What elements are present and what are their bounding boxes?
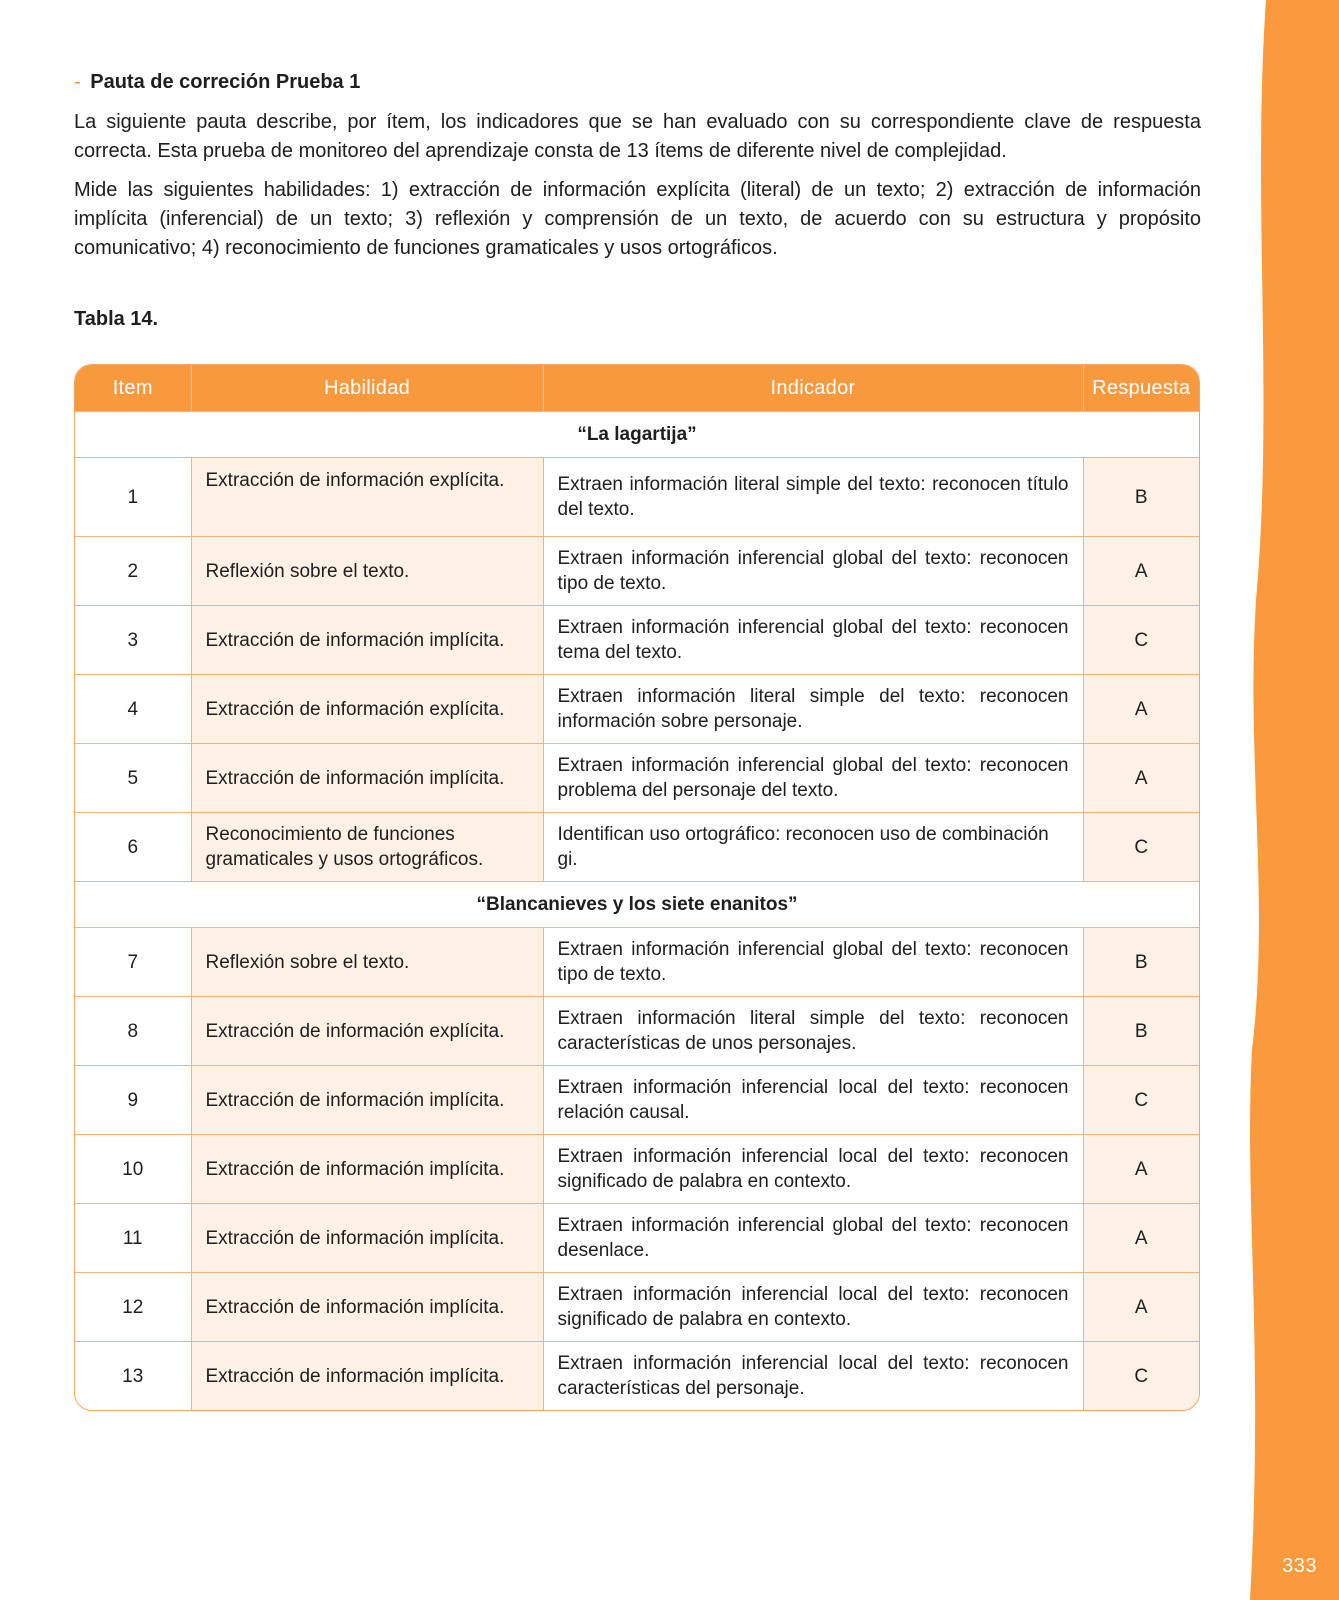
table-row [75,813,1199,882]
answer-cell: C [1083,606,1199,675]
skill-cell: Extracción de información explícita. [191,458,543,537]
skill-cell: Extracción de información implícita. [191,744,543,813]
item-number: 11 [75,1204,191,1273]
item-number: 4 [75,675,191,744]
answer-cell: A [1083,537,1199,606]
answer-cell: C [1083,1342,1199,1411]
skill-cell: Extracción de información implícita. [191,1135,543,1204]
answer-cell: B [1083,997,1199,1066]
skill-cell: Extracción de información implícita. [191,1342,543,1411]
item-number: 7 [75,928,191,997]
heading-title: Pauta de correción Prueba 1 [90,71,361,93]
indicator-cell: Extraen información literal simple del texto: reconocen características de unos personajes. [543,997,1083,1066]
header-indicator: Indicador [543,365,1083,412]
skill-cell: Reconocimiento de funciones gramaticales y usos ortográficos. [191,813,543,882]
item-number: 8 [75,997,191,1066]
answer-cell: A [1083,675,1199,744]
table-row [75,997,1199,1066]
item-number: 5 [75,744,191,813]
table-row [75,928,1199,997]
indicator-cell: Extraen información inferencial local del texto: reconocen características del personaje. [543,1342,1083,1411]
answer-cell: A [1083,1273,1199,1342]
answer-cell: B [1083,928,1199,997]
indicator-cell: Extraen información inferencial global del texto: reconocen tipo de texto. [543,928,1083,997]
header-skill: Habilidad [191,365,543,412]
side-band-decoration [1244,0,1339,1600]
item-number: 9 [75,1066,191,1135]
table-row [75,675,1199,744]
indicator-cell: Extraen información inferencial global del texto: reconocen tipo de texto. [543,537,1083,606]
item-number: 2 [75,537,191,606]
section-title: “La lagartija” [75,412,1199,458]
header-answer: Respuesta [1083,365,1199,412]
section-row [75,882,1199,928]
section-row [75,412,1199,458]
skill-cell: Extracción de información explícita. [191,675,543,744]
page-number: 333 [1282,1555,1317,1577]
indicator-cell: Extraen información literal simple del texto: reconocen información sobre personaje. [543,675,1083,744]
section-heading [74,68,1201,96]
table-row [75,1273,1199,1342]
answer-cell: B [1083,458,1199,537]
item-number: 12 [75,1273,191,1342]
answer-cell: C [1083,1066,1199,1135]
table-header-row [75,365,1199,412]
indicator-cell: Extraen información inferencial global del texto: reconocen desenlace. [543,1204,1083,1273]
skill-cell: Extracción de información implícita. [191,606,543,675]
answer-cell: A [1083,1135,1199,1204]
table-row [75,1135,1199,1204]
item-number: 3 [75,606,191,675]
skill-cell: Extracción de información implícita. [191,1273,543,1342]
item-number: 10 [75,1135,191,1204]
table-row [75,1066,1199,1135]
section-title: “Blancanieves y los siete enanitos” [75,882,1199,928]
indicator-cell: Extraen información inferencial local del texto: reconocen significado de palabra en contexto. [543,1135,1083,1204]
indicator-cell: Extraen información inferencial local del texto: reconocen significado de palabra en contexto. [543,1273,1083,1342]
item-number: 13 [75,1342,191,1411]
table-row [75,537,1199,606]
heading-dash: - [74,71,81,93]
indicator-cell: Extraen información inferencial global del texto: reconocen problema del personaje del texto. [543,744,1083,813]
document-body [74,68,1201,333]
table-caption: Tabla 14. [74,308,159,330]
answer-key-table [74,364,1200,1411]
indicator-cell: Extraen información inferencial local del texto: reconocen relación causal. [543,1066,1083,1135]
skill-cell: Reflexión sobre el texto. [191,537,543,606]
answer-cell: C [1083,813,1199,882]
skills-paragraph: Mide las siguientes habilidades: 1) extracción de información explícita (literal) de un texto; 2) extracción de información implícita (inferencial) de un texto; 3) reflexión y comprensión de un texto, de acuerdo con su estructura y propósito comunicativo; 4) reconocimiento de funciones gramaticales y usos ortográficos. [74,179,1201,259]
table-row [75,744,1199,813]
table-row [75,458,1199,537]
skill-cell: Extracción de información implícita. [191,1066,543,1135]
answer-cell: A [1083,744,1199,813]
table-row [75,1204,1199,1273]
indicator-cell: Identifican uso ortográfico: reconocen uso de combinación gi. [543,813,1083,882]
header-item: Item [75,365,191,412]
item-number: 6 [75,813,191,882]
answer-cell: A [1083,1204,1199,1273]
skill-cell: Extracción de información implícita. [191,1204,543,1273]
item-number: 1 [75,458,191,537]
table-row [75,606,1199,675]
skill-cell: Reflexión sobre el texto. [191,928,543,997]
indicator-cell: Extraen información inferencial global del texto: reconocen tema del texto. [543,606,1083,675]
indicator-cell: Extraen información literal simple del texto: reconocen título del texto. [543,458,1083,537]
skill-cell: Extracción de información explícita. [191,997,543,1066]
intro-paragraph: La siguiente pauta describe, por ítem, los indicadores que se han evaluado con su correspondiente clave de respuesta correcta. Esta prueba de monitoreo del aprendizaje consta de 13 ítems de diferente nivel de complejidad. [74,111,1201,162]
table-row [75,1342,1199,1411]
